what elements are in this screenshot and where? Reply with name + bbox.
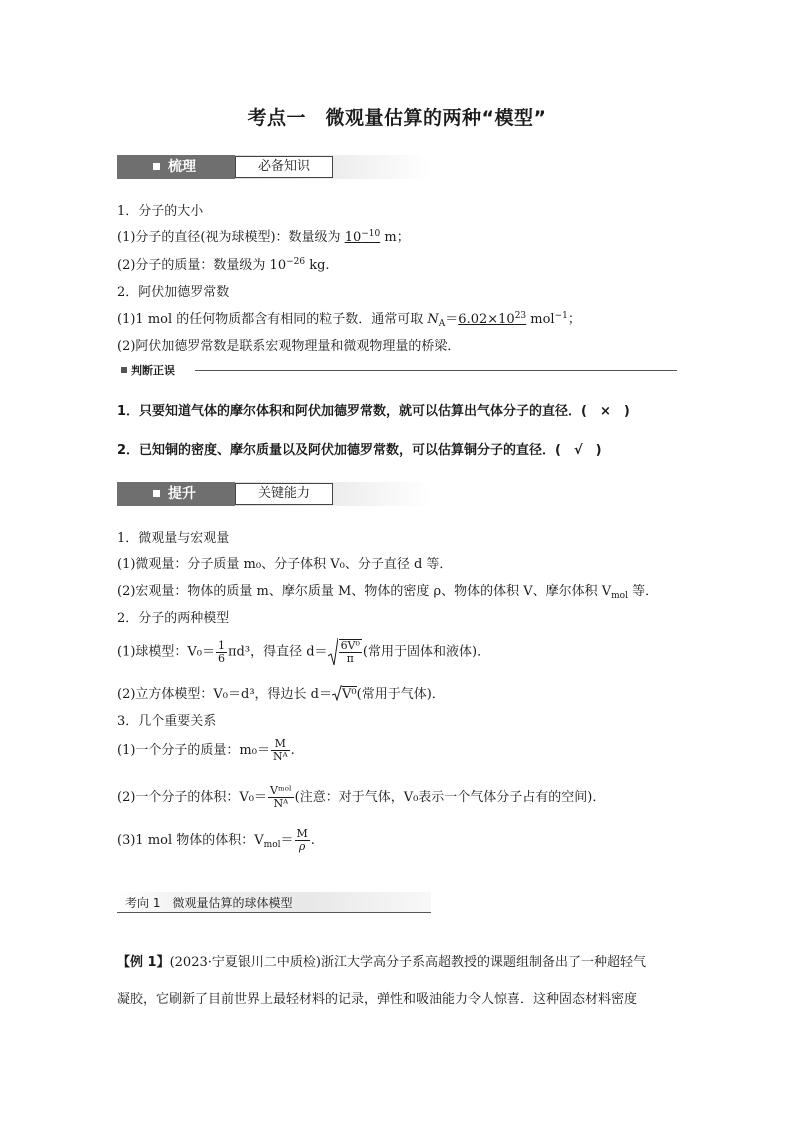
item-line: (2)阿伏加德罗常数是联系宏观物理量和微观物理量的桥梁． <box>117 339 461 354</box>
item-heading: 2．分子的两种模型 <box>117 611 230 626</box>
square-bullet-icon <box>121 367 127 373</box>
topic-tag: 考向 1 微观量估算的球体模型 <box>117 892 431 913</box>
section-header-improve <box>117 482 431 506</box>
example-label: 【例 1】 <box>117 955 170 970</box>
fraction: $\frac{1}{6}$ <box>218 638 226 665</box>
item-line: (2)分子的质量：数量级为 $10^{-26}$ kg. <box>117 257 330 273</box>
formula-line: (2)一个分子的体积：V₀＝ $\frac{\text{Vᵐᵒˡ}}{\text{Nᴬ}}$ (注意：对于气体，V₀表示一个气体分子占有的空间)． <box>117 784 606 810</box>
fraction: $\frac{M}{\rho}$ <box>296 827 308 853</box>
section-sublabel: 关键能力 <box>235 483 333 505</box>
cube-root-icon <box>332 687 342 702</box>
item-line: (2)宏观量：物体的质量 m、摩尔质量 M、物体的密度 ρ、物体的体积 V、摩尔体积 $V_{mol}$ 等． <box>117 584 659 601</box>
section-label: 提升 <box>168 486 196 502</box>
judge-item: 2．已知铜的密度、摩尔质量以及阿伏加德罗常数，可以估算铜分子的直径．( √ ) <box>117 443 602 458</box>
page-title: 考点一 微观量估算的两种“模型” <box>247 107 547 129</box>
square-bullet-icon <box>153 490 160 497</box>
item-heading: 1．分子的大小 <box>117 204 204 219</box>
judge-header: 判断正误 <box>117 364 677 378</box>
fraction: $\frac{M}{\text{Nᴬ}}$ <box>272 737 288 763</box>
item-heading: 3．几个重要关系 <box>117 714 217 729</box>
example-line: 【例 1】(2023·宁夏银川二中质检)浙江大学高分子系高超教授的课题组制备出了一种超轻气 <box>117 955 646 970</box>
divider <box>195 370 677 371</box>
judge-item: 1．只要知道气体的摩尔体积和阿伏加德罗常数，就可以估算出气体分子的直径．( × ) <box>117 404 630 419</box>
fraction: $\frac{\text{6V⁰}}{\pi}$ <box>340 639 360 665</box>
section-label: 梳理 <box>168 159 196 175</box>
item-heading: 2．阿伏加德罗常数 <box>117 285 230 300</box>
item-line: (1)1 mol 的任何物质都含有相同的粒子数．通常可取 $N_A=6.02\times 10^{23}$ mol$^{-1}$； <box>117 311 581 329</box>
sqrt-icon <box>328 638 338 666</box>
example-line: 凝胶，它刷新了目前世界上最轻材料的记录，弹性和吸油能力令人惊喜．这种固态材料密度 <box>117 992 638 1007</box>
formula-line: (3)1 mol 物体的体积：$V_{mol}=$ $\frac{M}{\rho}$ . <box>117 827 315 853</box>
item-line: (1)分子的直径(视为球模型)：数量级为 $10^{-10}$ m； <box>117 229 410 245</box>
formula-line: (2)立方体模型：V₀＝d³，得边长 d＝ V⁰(常用于气体)． <box>117 687 445 702</box>
item-line: (1)微观量：分子质量 m₀、分子体积 V₀、分子直径 d 等． <box>117 557 453 572</box>
formula-line: (1)一个分子的质量：m₀＝ $\frac{M}{\text{Nᴬ}}$ . <box>117 737 295 763</box>
formula-line: (1)球模型：V₀＝ $\frac{1}{6}$ πd³，得直径 d＝ $\frac{\text{6V⁰}}{\pi}$ (常用于固体和液体)． <box>117 638 491 665</box>
section-sublabel: 必备知识 <box>235 156 333 178</box>
section-header-review <box>117 155 431 179</box>
fraction: $\frac{\text{Vᵐᵒˡ}}{\text{Nᴬ}}$ <box>270 784 292 810</box>
square-bullet-icon <box>153 163 160 170</box>
item-heading: 1．微观量与宏观量 <box>117 531 230 546</box>
